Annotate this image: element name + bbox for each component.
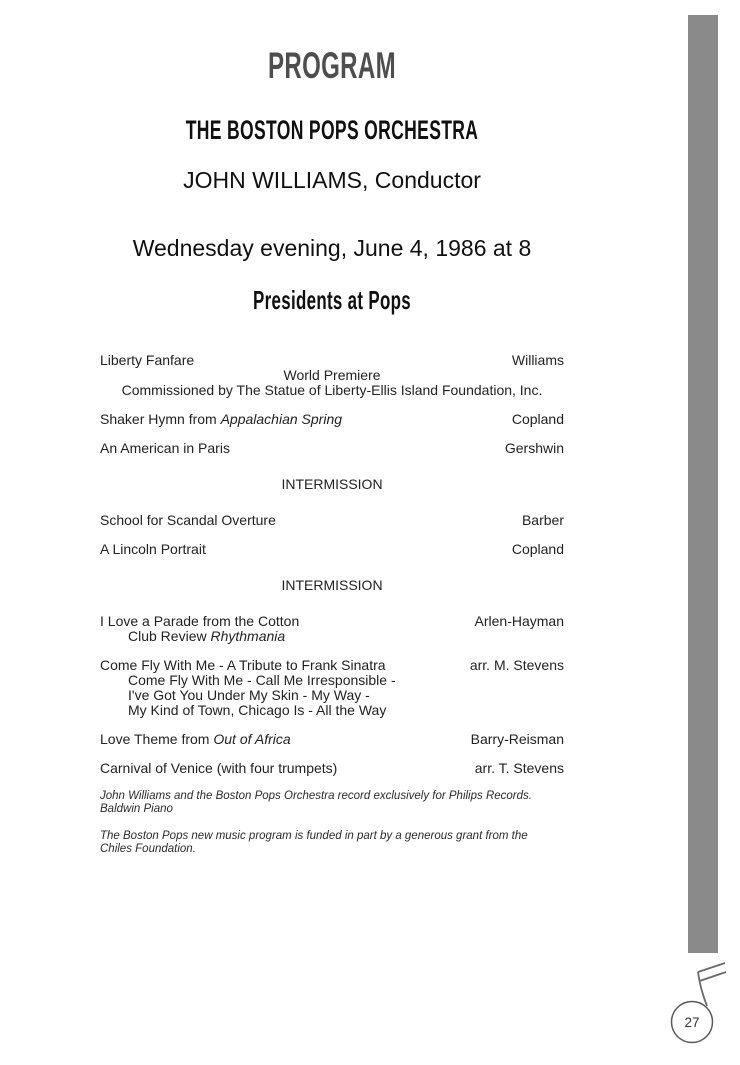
page-number: 27 [684,1015,700,1030]
piece-composer: Copland [511,411,564,428]
page-content [100,0,564,856]
piece-composer: Copland [511,541,564,558]
funding-credit: The Boston Pops new music program is funded in part by a generous grant from the Chiles Foundation. [100,830,528,856]
program-item [100,441,564,456]
commission-note: Commissioned by The Statue of Liberty-Ellis Island Foundation, Inc. [121,382,543,399]
piece-title: Love Theme from Out of Africa [100,731,291,748]
medley-line: Come Fly With Me - Call Me Irresponsible - [128,672,396,689]
concert-datetime: Wednesday evening, June 4, 1986 at 8 [132,235,532,262]
program-item [100,412,564,427]
piece-title: Liberty Fanfare [100,352,195,369]
piece-title-continuation: Club Review Rhythmania [128,628,286,645]
piece-composer: Williams [511,352,564,369]
program-list [100,353,564,776]
piece-composer: arr. M. Stevens [469,657,564,674]
medley-line: My Kind of Town, Chicago Is - All the Way [128,702,387,719]
piece-composer: arr. T. Stevens [474,760,564,777]
intermission-label: INTERMISSION [281,577,383,594]
piece-composer: Barber [521,512,564,529]
piece-composer: Barry-Reisman [470,731,564,748]
music-note-icon [645,938,740,1056]
program-item [100,614,564,644]
piece-title: Shaker Hymn from Appalachian Spring [100,411,343,428]
note-flag [698,963,725,972]
program-item [100,513,564,528]
piece-title: An American in Paris [100,440,230,457]
program-item [100,658,564,718]
piece-title: School for Scandal Overture [100,512,276,529]
orchestra-name: THE BOSTON POPS ORCHESTRA [185,115,479,145]
note-stem [698,972,707,1006]
note-flag [700,972,727,981]
margin-bar [688,15,718,953]
medley-line: I've Got You Under My Skin - My Way - [128,687,370,704]
premiere-note: World Premiere [283,367,381,384]
piece-title: A Lincoln Portrait [100,541,206,558]
piece-title: Carnival of Venice (with four trumpets) [100,760,338,777]
program-item [100,353,564,398]
piece-title: I Love a Parade from the Cotton [100,613,300,630]
piece-composer: Gershwin [504,440,564,457]
conductor-line: JOHN WILLIAMS, Conductor [183,167,481,193]
program-item [100,732,564,747]
intermission-label: INTERMISSION [281,476,383,493]
program-item [100,542,564,557]
page-title: PROGRAM [268,45,396,86]
recording-credit: John Williams and the Boston Pops Orchestra record exclusively for Philips Records. Baldwin Piano [100,790,532,816]
piece-composer: Arlen-Hayman [474,613,564,630]
program-item [100,761,564,776]
event-title: Presidents at Pops [252,285,411,316]
piece-title: Come Fly With Me - A Tribute to Frank Sinatra [100,657,386,674]
